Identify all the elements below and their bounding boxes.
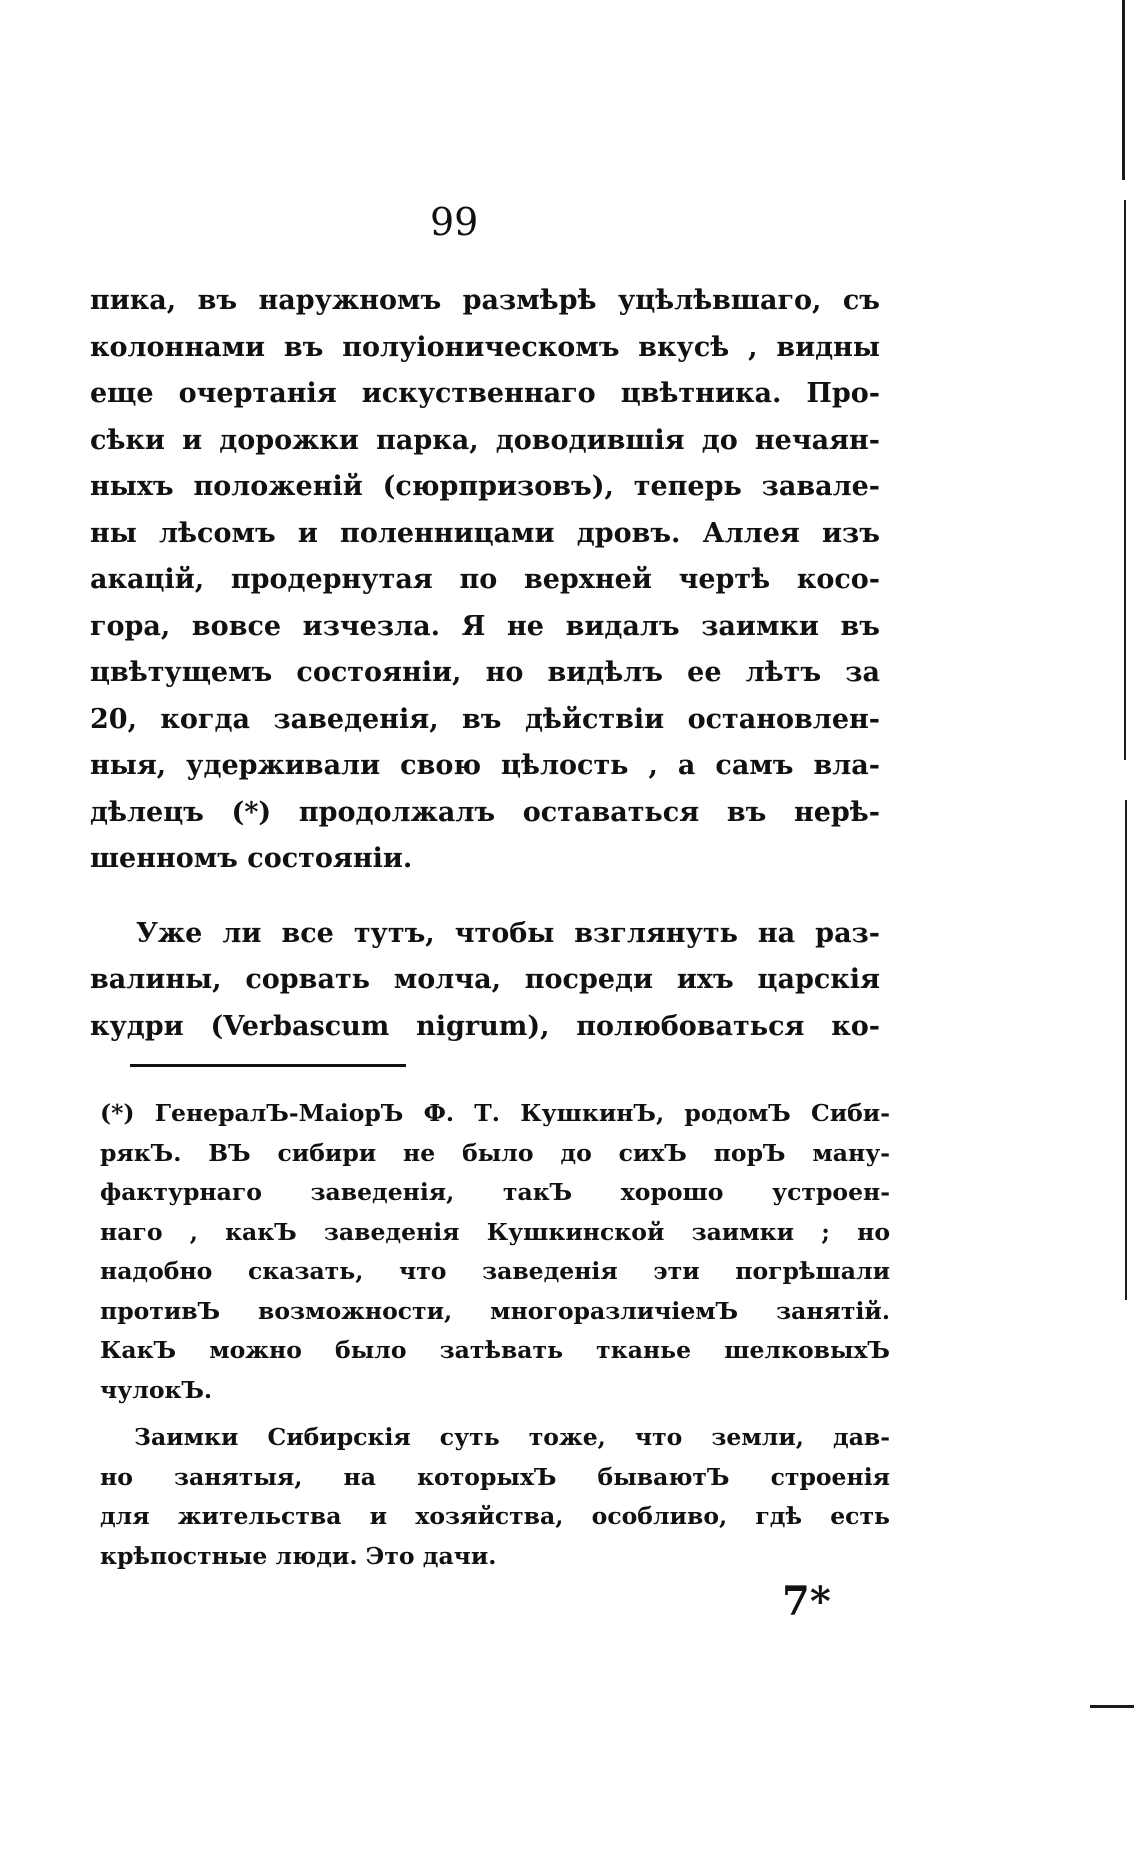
scan-edge-line: [1125, 800, 1127, 1300]
scan-edge-line: [1122, 0, 1125, 180]
main-text: [90, 278, 880, 1050]
text-line: валины, сорвать молча, посреди ихъ царскія: [90, 964, 880, 995]
footnote-line: крѣпостные люди. Это дачи.: [100, 1541, 497, 1570]
footnote-divider: [130, 1064, 406, 1067]
text-line: дѣлецъ (*) продолжалъ оставаться въ нерѣ-: [90, 796, 880, 828]
footnote-line: для жительства и хозяйства, особливо, гдѣ есть: [100, 1502, 890, 1530]
text-line: цвѣтущемъ состояніи, но видѣлъ ее лѣтъ за: [90, 657, 880, 688]
footnote-line: но занятыя, на которыхЪ бываютЪ строенія: [100, 1462, 890, 1491]
paragraph-gap: [90, 883, 880, 911]
signature-mark: 7*: [782, 1578, 831, 1625]
text-line: колоннами въ полуіоническомъ вкусѣ , видны: [90, 331, 880, 363]
text-line: сѣки и дорожки парка, доводившія до нечаян-: [90, 424, 880, 456]
text-line: еще очертанія искуственнаго цвѣтника. Про-: [90, 378, 880, 409]
footnote-line: надобно сказать, что заведенія эти погрѣшали: [100, 1257, 890, 1285]
text-line: Уже ли все тутъ, чтобы взглянуть на раз-: [136, 917, 880, 949]
text-line: ныя, удерживали свою цѣлость , а самъ вла-: [90, 750, 880, 781]
page-number: 99: [430, 200, 479, 244]
scan-edge-line: [1090, 1705, 1134, 1708]
footnote-line: Заимки Сибирскія суть тоже, что земли, дав-: [134, 1423, 890, 1451]
footnote-line: чулокЪ.: [100, 1375, 213, 1404]
footnote-line: КакЪ можно было затѣвать тканье шелковыхЪ: [100, 1336, 890, 1364]
text-line: шенномъ состояніи.: [90, 843, 413, 874]
footnote-line: фактурнаго заведенія, такЪ хорошо устроен-: [100, 1178, 890, 1206]
text-line: 20, когда заведенія, въ дѣйствіи остановлен-: [90, 703, 880, 735]
paragraph-gap: [100, 1410, 890, 1418]
footnote: [100, 1094, 890, 1576]
text-line: пика, въ наружномъ размѣрѣ уцѣлѣвшаго, съ: [90, 285, 880, 316]
footnote-line: (*) ГенералЪ-МаіорЪ Ф. Т. КушкинЪ, родомЪ Сиби-: [100, 1099, 890, 1127]
scan-edge-line: [1124, 200, 1126, 760]
text-line: гора, вовсе изчезла. Я не видалъ заимки въ: [90, 610, 880, 642]
text-line: акацій, продернутая по верхней чертѣ косо-: [90, 564, 880, 595]
footnote-line: наго , какЪ заведенія Кушкинской заимки ; но: [100, 1217, 890, 1246]
text-line: ныхъ положеній (сюрпризовъ), теперь завале-: [90, 471, 880, 502]
footnote-line: рякЪ. ВЪ сибири не было до сихЪ порЪ ману-: [100, 1138, 890, 1167]
footnote-line: противЪ возможности, многоразличіемЪ занятій.: [100, 1296, 890, 1325]
text-line: ны лѣсомъ и поленницами дровъ. Аллея изъ: [90, 517, 880, 549]
text-line: кудри (Verbascum nigrum), полюбоваться ко-: [90, 1010, 880, 1042]
